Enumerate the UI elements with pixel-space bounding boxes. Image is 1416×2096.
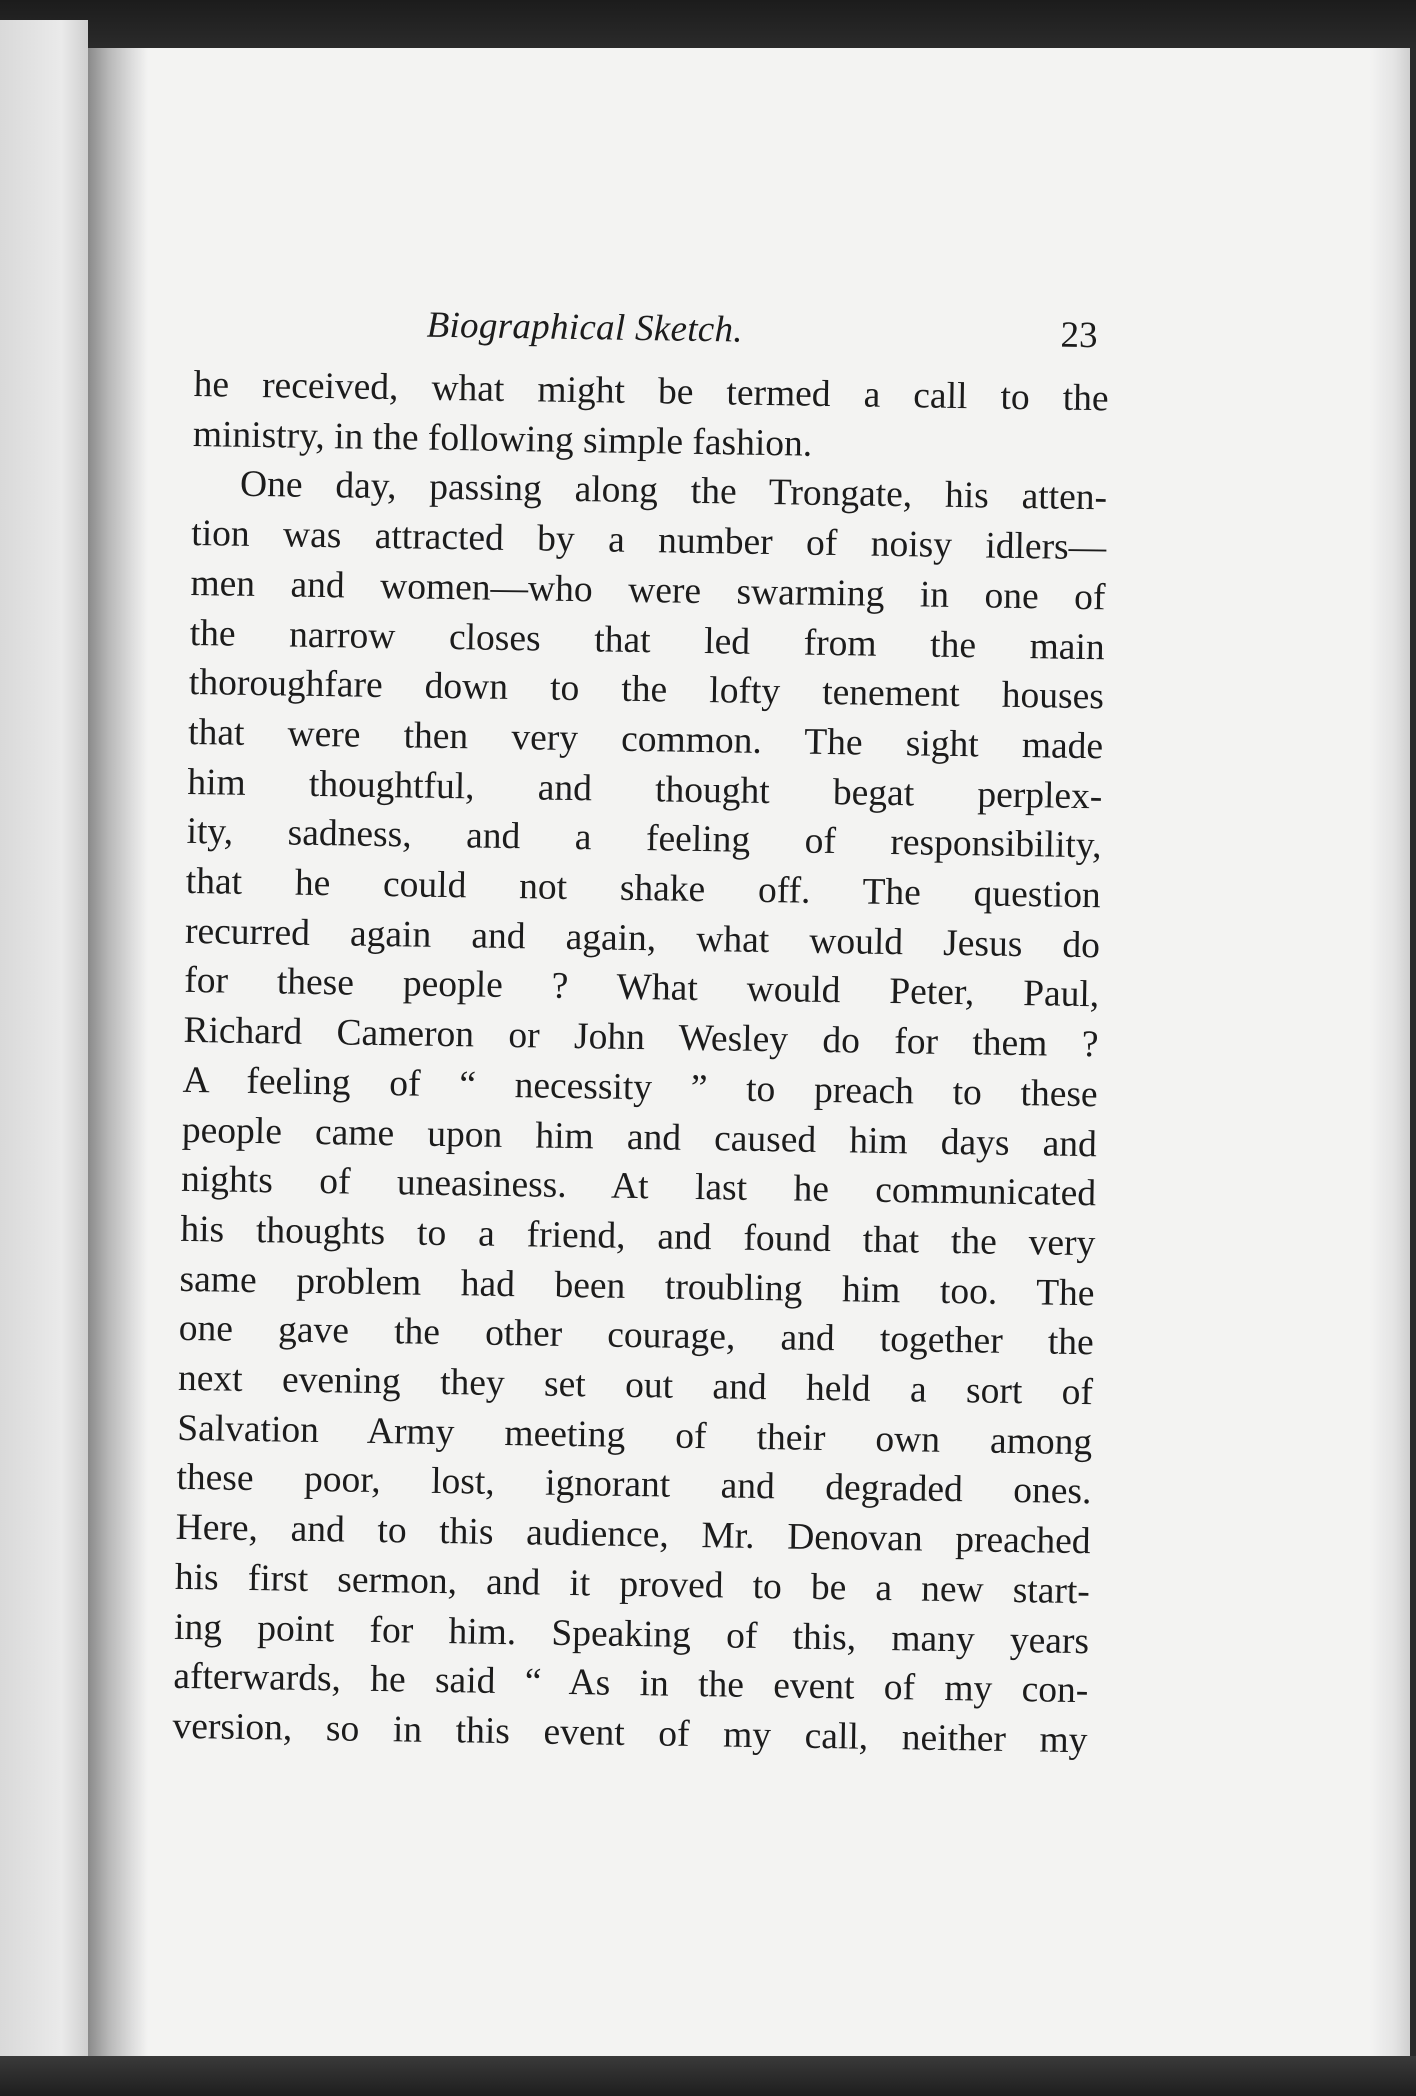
scan-top-edge (0, 0, 1416, 50)
text-line: afterwards, he said “ As in the event of my con- (173, 1656, 1089, 1712)
text-line: one gave the other courage, and together the (178, 1308, 1095, 1364)
text-line: A feeling of “ necessity ” to preach to these (182, 1059, 1098, 1116)
text-line: these poor, lost, ignorant and degraded ones. (176, 1457, 1092, 1513)
page-text-block (172, 300, 1110, 1766)
body-text (172, 360, 1109, 1766)
text-line: his thoughts to a friend, and found that the very (180, 1208, 1096, 1265)
text-line: thoroughfare down to the lofty tenement houses (188, 662, 1105, 718)
text-line: his first sermon, and it proved to be a new start- (174, 1556, 1091, 1613)
page-number: 23 (1060, 314, 1098, 357)
text-line: Salvation Army meeting of their own among (176, 1407, 1093, 1463)
text-line: for these people ? What would Peter, Paul, (183, 960, 1100, 1016)
gutter-shadow (88, 48, 148, 2060)
text-line: nights of uneasiness. At last he communicated (180, 1159, 1097, 1215)
text-line: ity, sadness, and a feeling of responsibility, (186, 811, 1102, 867)
text-line: him thoughtful, and thought begat perplex- (187, 761, 1103, 817)
text-line: men and women—who were swarming in one of (190, 562, 1106, 619)
text-line: recurred again and again, what would Jesus do (184, 910, 1101, 967)
text-line: the narrow closes that led from the main (189, 612, 1105, 668)
text-line: he received, what might be termed a call to the (193, 363, 1109, 420)
text-line: ministry, in the following simple fashion. (192, 413, 813, 465)
text-line: Richard Cameron or John Wesley do for them ? (183, 1010, 1099, 1066)
text-line: version, so in this event of my call, neither my (172, 1705, 1088, 1762)
text-line: ing point for him. Speaking of this, many years (173, 1606, 1090, 1662)
scan-bottom-edge (0, 2056, 1416, 2096)
text-line: same problem had been troubling him too. The (179, 1258, 1095, 1314)
page-edge-shadow (1370, 48, 1410, 2060)
text-line: Here, and to this audience, Mr. Denovan preached (175, 1507, 1091, 1563)
text-line: tion was attracted by a number of noisy idlers— (191, 513, 1107, 569)
text-line: that he could not shake off. The question (185, 860, 1102, 917)
text-line: that were then very common. The sight made (187, 711, 1104, 768)
text-line: next evening they set out and held a sort of (177, 1357, 1094, 1414)
text-line: One day, passing along the Trongate, his atten- (239, 464, 1108, 519)
facing-page-edge (0, 20, 88, 2070)
running-head-title: Biographical Sketch. (426, 304, 744, 351)
text-line: people came upon him and caused him days and (181, 1109, 1098, 1165)
